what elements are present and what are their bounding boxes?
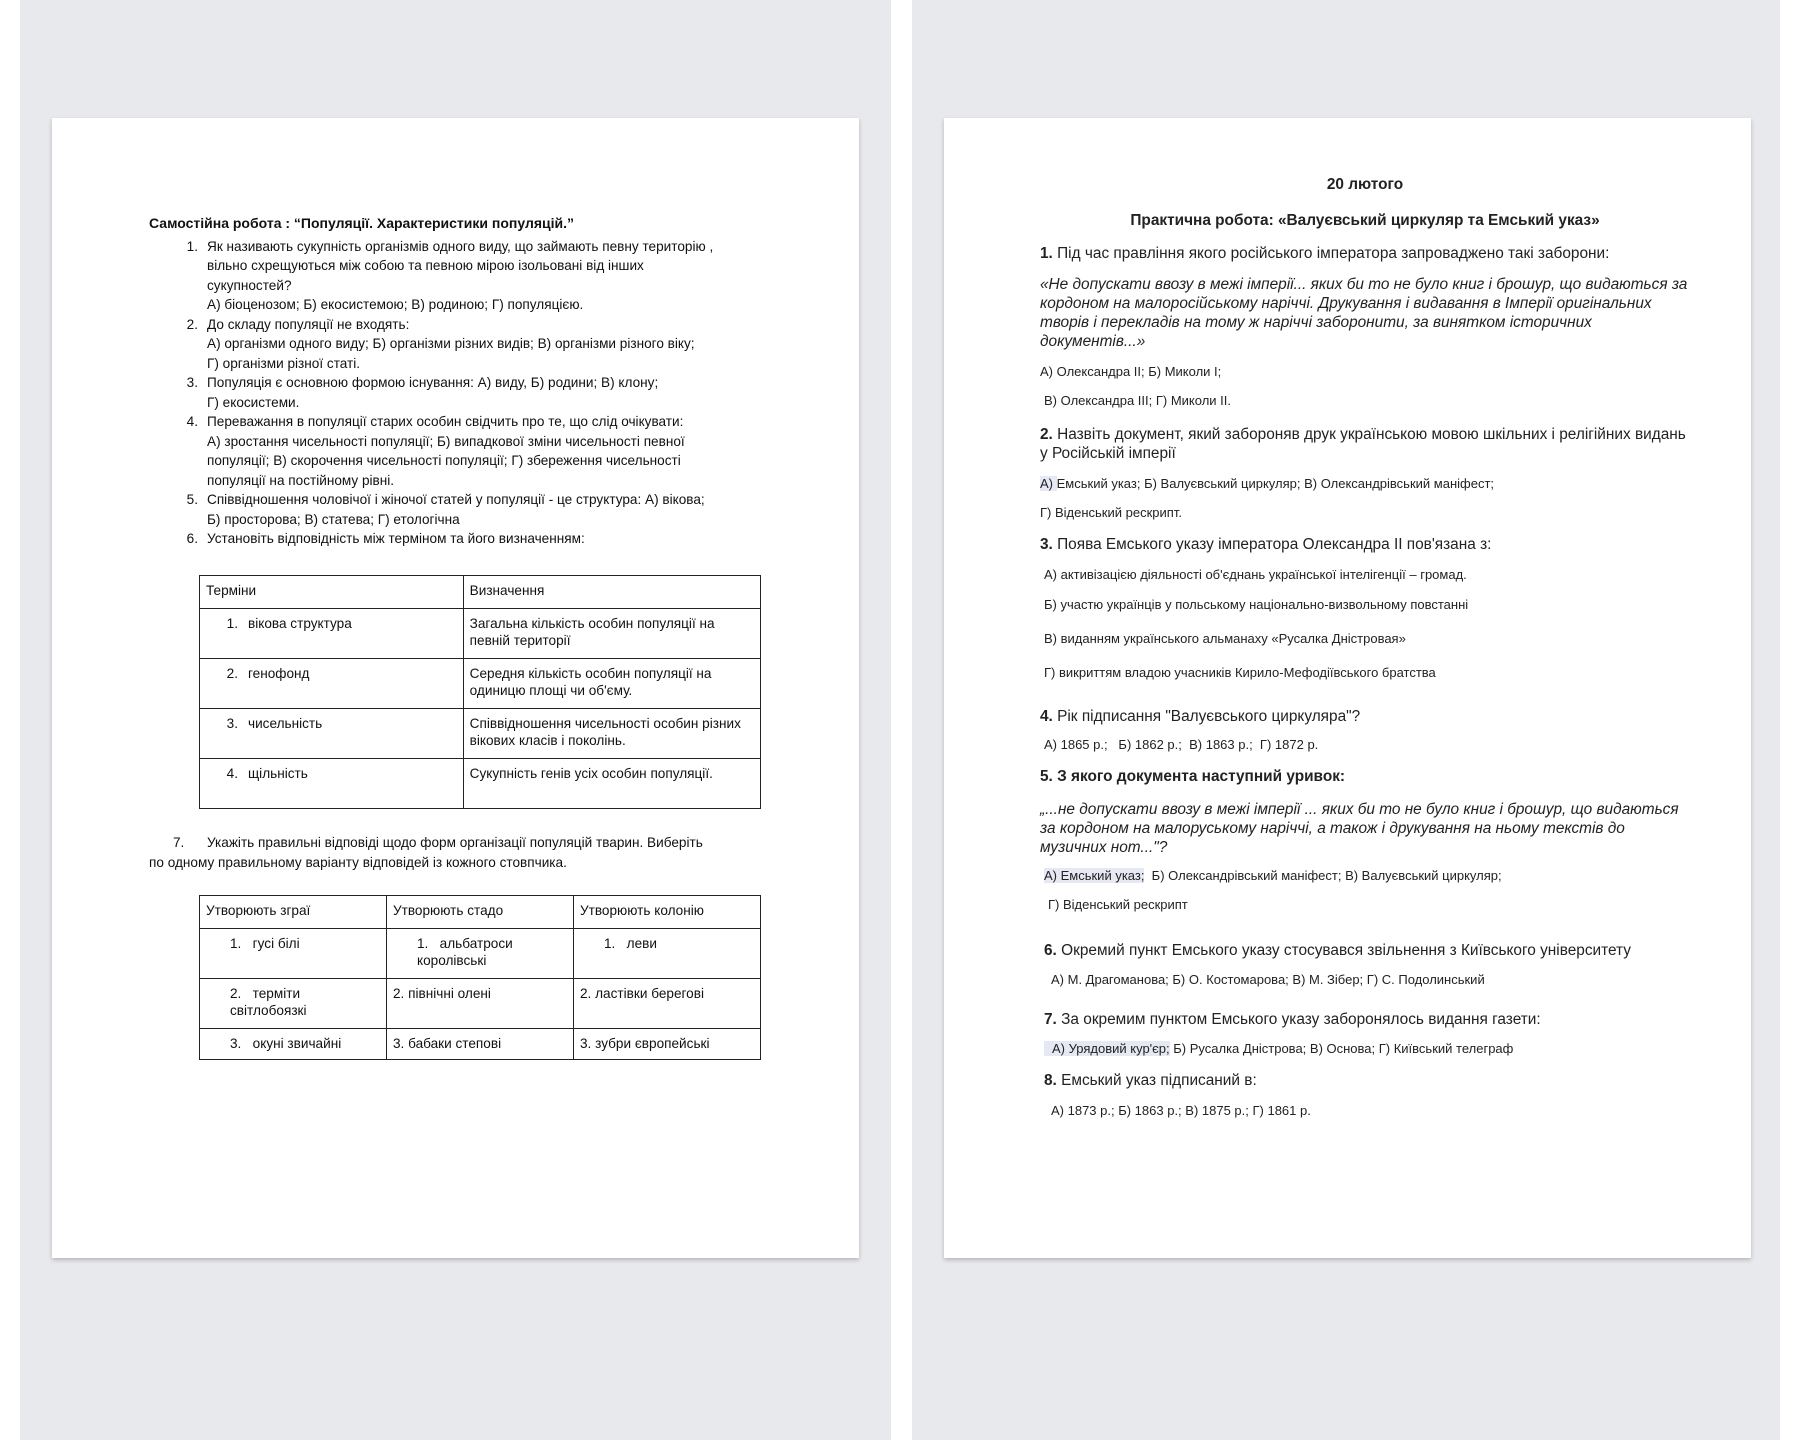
answer-options: А) Олександра II; Б) Миколи I; bbox=[1040, 364, 1222, 379]
question-4: 4. Рік підписання "Валуєвського циркуляра"? bbox=[1040, 708, 1361, 725]
animal-groups-table bbox=[199, 895, 761, 1060]
table-cell: 1. леви bbox=[574, 928, 761, 978]
terms-table bbox=[199, 575, 761, 809]
question-2: 2. Назвіть документ, який забороняв друк українською мовою шкільних і релігійних видань у Російській імперії bbox=[1040, 426, 1686, 462]
question-8: 8. Емський указ підписаний в: bbox=[1044, 1072, 1257, 1089]
table-cell: Загальна кількість особин популяції на певній території bbox=[463, 608, 760, 658]
question-5: 5. З якого документа наступний уривок: bbox=[1040, 768, 1346, 785]
table-row bbox=[200, 978, 761, 1028]
answer-options: В) Олександра III; Г) Миколи II. bbox=[1044, 393, 1231, 408]
table-cell: 2. північні олені bbox=[387, 978, 574, 1028]
left-document-panel bbox=[20, 0, 891, 1440]
question-3: 3. Популяція є основною формою існування: А) виду, Б) родини; В) клону; Г) екосистеми. bbox=[186, 375, 659, 410]
table-header-row bbox=[200, 575, 761, 608]
answer-option: А) активізацією діяльності об'єднань української інтелігенції – громад. bbox=[1044, 567, 1467, 582]
answer-options: А) М. Драгоманова; Б) О. Костомарова; В) М. Зібер; Г) С. Подолинський bbox=[1051, 972, 1485, 987]
left-page-content bbox=[149, 214, 789, 1060]
question-7: 7. Укажіть правильні відповіді щодо форм організації популяцій тварин. Виберіть по одному правильному варіанту відповідей із кожного стовпчика. bbox=[149, 834, 703, 870]
question-1: 1. Під час правління якого російського імператора запроваджено такі заборони: bbox=[1040, 245, 1610, 262]
right-document-panel bbox=[912, 0, 1780, 1440]
quote-1: «Не допускати ввозу в межі імперії... яких би то не було книг і брошур, що видаються за кордоном на малоросійському наріччі. Друкування і видавання в Імперії оригінальних творів і перекладів на тому ж наріччі заборонити, за винятком історичних документів...» bbox=[1040, 276, 1688, 350]
right-page bbox=[944, 118, 1751, 1258]
answer-options: А) 1873 р.; Б) 1863 р.; В) 1875 р.; Г) 1861 р. bbox=[1051, 1103, 1311, 1118]
question-6: 6. Окремий пункт Емського указу стосувався звільнення з Київського університету bbox=[1044, 942, 1631, 959]
table-cell: 2. терміти світлобоязкі bbox=[200, 978, 387, 1028]
table-row bbox=[200, 758, 761, 808]
answer-option: Б) участю українців у польському національно-визвольному повстанні bbox=[1044, 597, 1469, 612]
question-1: 1. Як називають сукупність організмів одного виду, що займають певну територію , вільно схрещуються між собою та певною мірою ізольовані від інших сукупностей? А) біоценозом; Б) екосистемою; В) родиною; Г) популяцією. bbox=[186, 238, 714, 312]
table-cell: 3. бабаки степові bbox=[387, 1028, 574, 1059]
question-6: 6. Установіть відповідність між терміном та його визначенням: bbox=[186, 531, 585, 546]
table-header: Утворюють стадо bbox=[387, 895, 574, 928]
table-cell: 1. вікова структура bbox=[200, 608, 464, 658]
table-cell: 2. ластівки берегові bbox=[574, 978, 761, 1028]
question-2: 2. До складу популяції не входять: А) організми одного виду; Б) організми різних видів; В) організми різного віку; Г) організми різної статі. bbox=[186, 316, 695, 371]
table-cell: Співвідношення чисельності особин різних вікових класів і поколінь. bbox=[463, 708, 760, 758]
question-3: 3. Поява Емського указу імператора Олександра ІІ пов'язана з: bbox=[1040, 536, 1492, 553]
answer-options: Г) Віденський рескрипт bbox=[1048, 897, 1188, 912]
page-title: Практична робота: «Валуєвський циркуляр та Емський указ» bbox=[1130, 212, 1600, 229]
table-cell: 4. щільність bbox=[200, 758, 464, 808]
question-7: 7. За окремим пунктом Емського указу заборонялось видання газети: bbox=[1044, 1011, 1541, 1028]
answer-options: А) Емський указ; Б) Олександрівський маніфест; В) Валуєвський циркуляр; bbox=[1044, 868, 1502, 883]
table-header: Утворюють зграї bbox=[200, 895, 387, 928]
left-page bbox=[52, 118, 859, 1258]
table-row bbox=[200, 608, 761, 658]
table-cell: 1. гусі білі bbox=[200, 928, 387, 978]
answer-options: А) Емський указ; Б) Валуєвський циркуляр; В) Олександрівський маніфест; bbox=[1040, 476, 1495, 491]
table-header: Терміни bbox=[200, 575, 464, 608]
table-cell: Середня кількість особин популяції на одиницю площі чи об'єму. bbox=[463, 658, 760, 708]
right-page-content bbox=[1040, 176, 1690, 1119]
table-cell: 3. окуні звичайні bbox=[200, 1028, 387, 1059]
table-cell: 3. зубри європейські bbox=[574, 1028, 761, 1059]
quote-2: „...не допускати ввозу в межі імперії ... яких би то не було книг і брошур, що видаються за кордоном на малоруському наріччі, а також і друкування на ньому текстів до музичних нот..."? bbox=[1040, 801, 1679, 856]
table-row bbox=[200, 658, 761, 708]
answer-options: А) Урядовий кур'єр; Б) Русалка Дністрова; В) Основа; Г) Київський телеграф bbox=[1040, 1040, 1690, 1057]
table-header: Визначення bbox=[463, 575, 760, 608]
table-row bbox=[200, 1028, 761, 1059]
page-date: 20 лютого bbox=[1326, 176, 1404, 193]
table-header: Утворюють колонію bbox=[574, 895, 761, 928]
table-cell: Сукупність генів усіх особин популяції. bbox=[463, 758, 760, 808]
question-5: 5. Співвідношення чоловічої і жіночої статей у популяції - це структура: А) вікова; Б) просторова; В) статева; Г) етологічна bbox=[186, 492, 705, 527]
table-cell: 1. альбатроси королівські bbox=[387, 928, 574, 978]
table-cell: 2. генофонд bbox=[200, 658, 464, 708]
question-4: 4. Переважання в популяції старих особин свідчить про те, що слід очікувати: А) зростання чисельності популяції; Б) випадкової зміни чисельності певної популяції; В) скорочення чисельності популяції; Г) збереження чисельності популяції на постійному рівні. bbox=[186, 414, 685, 488]
worksheet-title: Самостійна робота : “Популяції. Характеристики популяцій.” bbox=[149, 215, 575, 231]
answer-option: В) виданням українського альманаху «Русалка Дністровая» bbox=[1044, 631, 1406, 646]
answer-option: Г) викриттям владою учасників Кирило-Мефодіївського братства bbox=[1044, 665, 1436, 680]
table-cell: 3. чисельність bbox=[200, 708, 464, 758]
answer-options: Г) Віденський рескрипт. bbox=[1040, 505, 1182, 520]
table-row bbox=[200, 928, 761, 978]
table-row bbox=[200, 708, 761, 758]
answer-options: А) 1865 р.; Б) 1862 р.; В) 1863 р.; Г) 1872 р. bbox=[1044, 737, 1319, 752]
table-header-row bbox=[200, 895, 761, 928]
